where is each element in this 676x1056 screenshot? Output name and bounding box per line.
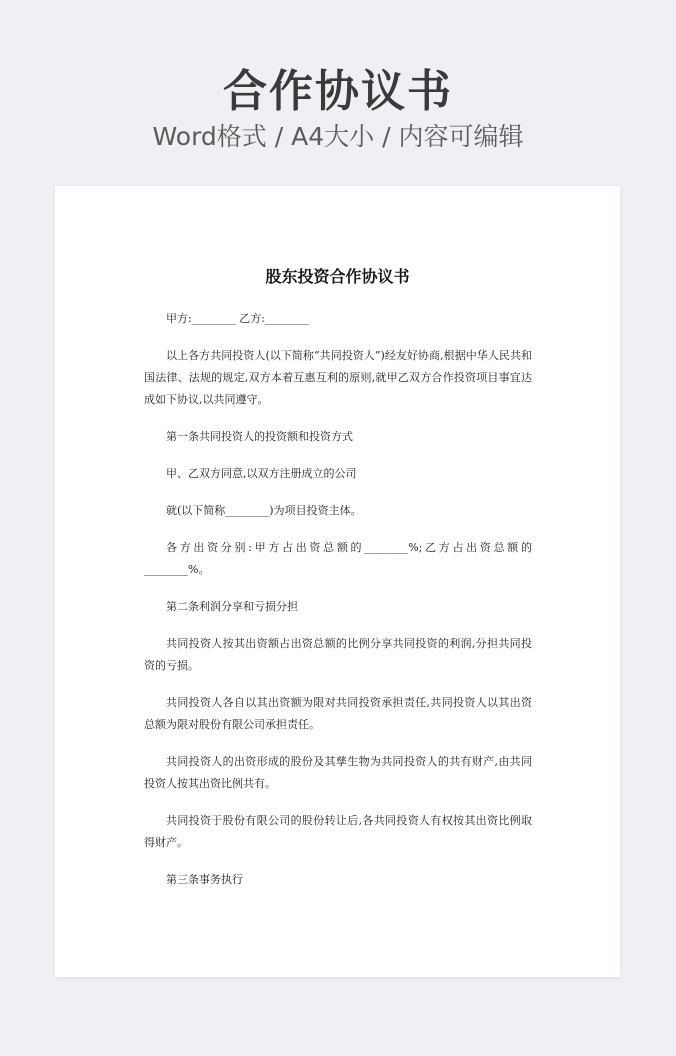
article-1-paragraph: 就(以下简称________)为项目投资主体。 <box>166 504 362 517</box>
preamble-paragraph: 以上各方共同投资人(以下简称“共同投资人”)经友好协商,根据中华人民共和国法律、法规的规定,双方本着互惠互利的原则,就甲乙双方合作投资项目事宜达成如下协议,以共同遵守。 <box>144 349 532 406</box>
article-3-heading: 第三条事务执行 <box>166 873 243 886</box>
banner-title: 合作协议书 <box>223 66 453 117</box>
article-2-heading: 第二条利润分享和亏损分担 <box>166 600 298 613</box>
article-2-paragraph: 共同投资人按其出资额占出资总额的比例分享共同投资的利润,分担共同投资的亏损。 <box>144 637 532 672</box>
article-1-paragraph: 甲、乙双方同意,以双方注册成立的公司 <box>166 467 357 480</box>
banner-subtitle: Word格式 / A4大小 / 内容可编辑 <box>152 122 524 151</box>
document-title: 股东投资合作协议书 <box>265 267 410 286</box>
document-page <box>55 186 620 977</box>
article-1-paragraph: 各方出资分别:甲方占出资总额的________%;乙方占出资总额的________%。 <box>144 541 532 576</box>
article-2-paragraph: 共同投资于股份有限公司的股份转让后,各共同投资人有权按其出资比例取得财产。 <box>144 814 532 849</box>
document-body <box>144 308 532 891</box>
party-line: 甲方:________ 乙方:________ <box>166 312 309 325</box>
article-2-paragraph: 共同投资人的出资形成的股份及其孳生物为共同投资人的共有财产,由共同投资人按其出资比例共有。 <box>144 755 532 790</box>
article-1-heading: 第一条共同投资人的投资额和投资方式 <box>166 430 353 443</box>
article-2-paragraph: 共同投资人各自以其出资额为限对共同投资承担责任,共同投资人以其出资总额为限对股份有限公司承担责任。 <box>144 696 532 731</box>
